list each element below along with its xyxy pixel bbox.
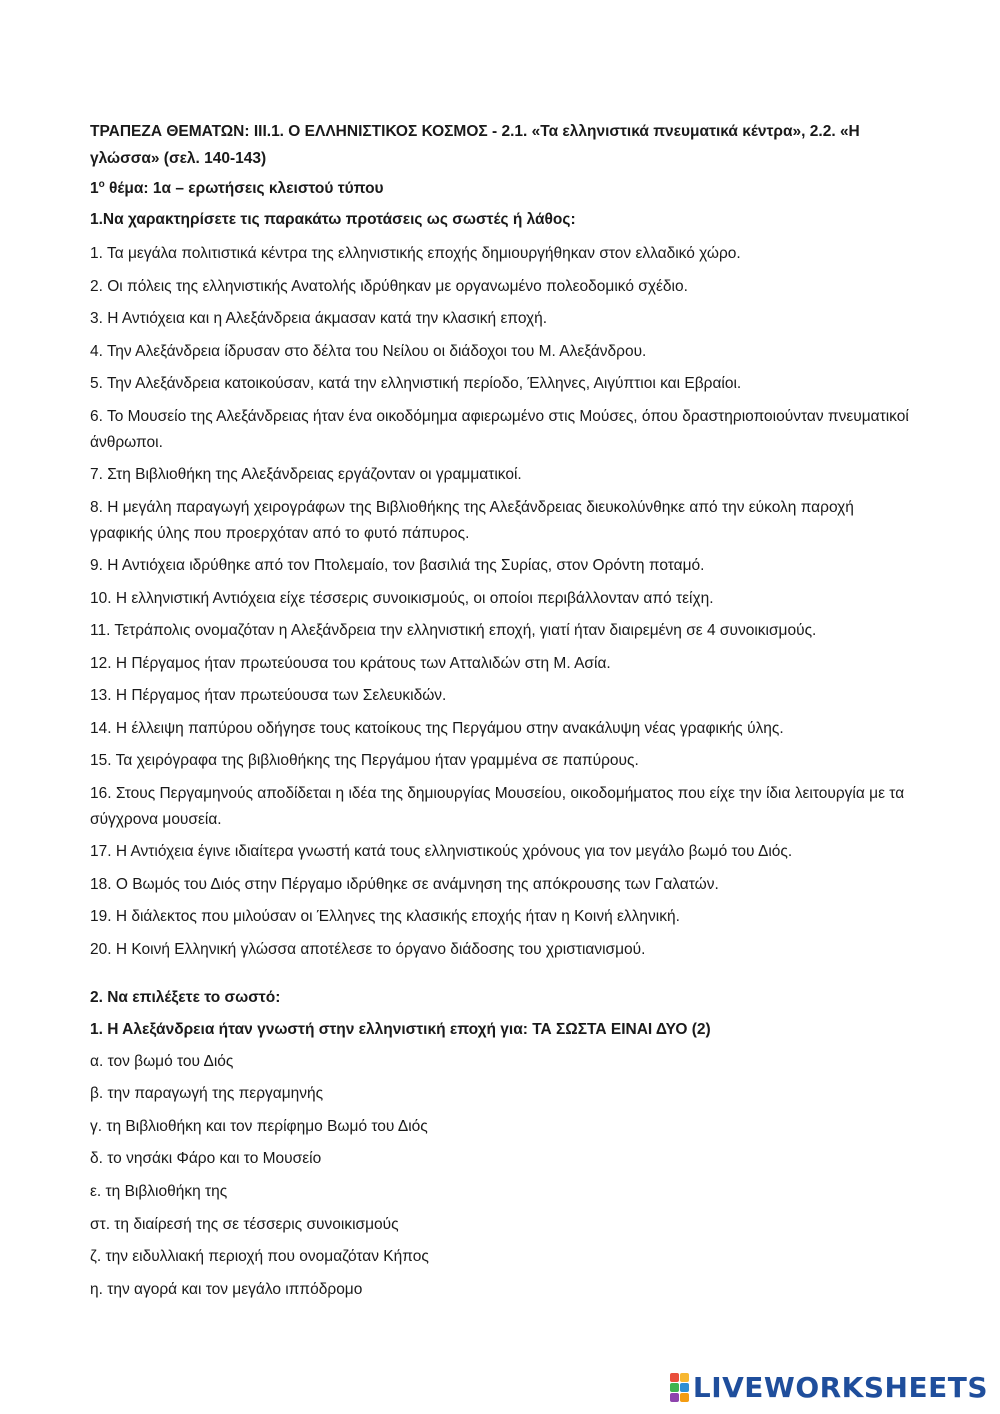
option-item: β. την παραγωγή της περγαμηνής [90,1085,324,1103]
statement-item: 8. Η μεγάλη παραγωγή χειρογράφων της Βιβλιοθήκης της Αλεξάνδρειας διευκολύνθηκε από την εύκολη παροχή γραφικής ύλης που προερχόταν από το φυτό πάπυρος. [90,498,854,542]
statement-item: 18. Ο Βωμός του Διός στην Πέργαμο ιδρύθηκε σε ανάμνηση της απόκρουσης των Γαλατών. [90,875,719,893]
statement-item: 7. Στη Βιβλιοθήκη της Αλεξάνδρειας εργάζονταν οι γραμματικοί. [90,466,522,484]
page-title: ΤΡΑΠΕΖΑ ΘΕΜΑΤΩΝ: ΙΙΙ.1. Ο ΕΛΛΗΝΙΣΤΙΚΟΣ ΚΟΣΜΟΣ - 2.1. «Τα ελληνιστικά πνευματικά κέντρα», 2.2. «Η γλώσσα» (σελ. 140-143) [90,123,860,167]
option-item: η. την αγορά και τον μεγάλο ιππόδρομο [90,1280,363,1298]
statement-item: 2. Οι πόλεις της ελληνιστικής Ανατολής ιδρύθηκαν με οργανωμένο πολεοδομικό σχέδιο. [90,277,688,295]
statement-item: 6. Το Μουσείο της Αλεξάνδρειας ήταν ένα οικοδόμημα αφιερωμένο στις Μούσες, όπου δραστηριοποιούνταν πνευματικοί άνθρωποι. [90,407,909,451]
option-item: ζ. την ειδυλλιακή περιοχή που ονομαζόταν Κήπος [90,1248,429,1266]
liveworksheets-logo-icon [670,1373,689,1402]
statement-item: 1. Τα μεγάλα πολιτιστικά κέντρα της ελληνιστικής εποχής δημιουργήθηκαν στον ελλαδικό χώρο. [90,245,741,263]
statement-item: 14. Η έλλειψη παπύρου οδήγησε τους κατοίκους της Περγάμου στην ανακάλυψη νέας γραφικής ύλης. [90,719,784,737]
statement-item: 3. Η Αντιόχεια και η Αλεξάνδρεια άκμασαν κατά την κλασική εποχή. [90,310,548,328]
section1-heading: 1.Να χαρακτηρίσετε τις παρακάτω προτάσεις ως σωστές ή λάθος: [90,211,576,229]
statement-item: 9. Η Αντιόχεια ιδρύθηκε από τον Πτολεμαίο, τον βασιλιά της Συρίας, στον Ορόντη ποταμό. [90,557,705,575]
logo-square [680,1393,689,1402]
statement-item: 19. Η διάλεκτος που μιλούσαν οι Έλληνες της κλασικής εποχής ήταν η Κοινή ελληνική. [90,908,680,926]
statement-list [90,241,920,963]
theme-description: θέμα: 1α – ερωτήσεις κλειστού τύπου [104,180,384,198]
logo-square [680,1373,689,1382]
option-item: α. τον βωμό του Διός [90,1052,234,1070]
question-1: 1. Η Αλεξάνδρεια ήταν γνωστή στην ελληνιστική εποχή για: ΤΑ ΣΩΣΤΑ ΕΙΝΑΙ ΔΥΟ (2) [90,1020,711,1038]
statement-item: 11. Τετράπολις ονομαζόταν η Αλεξάνδρεια την ελληνιστική εποχή, γιατί ήταν διαιρεμένη σε 4 συνοικισμούς. [90,622,817,640]
statement-item: 12. Η Πέργαμος ήταν πρωτεύουσα του κράτους των Ατταλιδών στη Μ. Ασία. [90,654,611,672]
logo-text: LIVEWORKSHEETS [692,1371,988,1404]
option-item: ε. τη Βιβλιοθήκη της [90,1183,228,1201]
logo-square [670,1373,679,1382]
logo-square [680,1383,689,1392]
statement-item: 20. Η Κοινή Ελληνική γλώσσα αποτέλεσε το όργανο διάδοσης του χριστιανισμού. [90,940,646,958]
option-item: γ. τη Βιβλιοθήκη και τον περίφημο Βωμό του Διός [90,1117,428,1135]
option-list [90,1051,920,1301]
theme-subtitle [90,174,920,200]
option-item: στ. τη διαίρεσή της σε τέσσερις συνοικισμούς [90,1215,399,1233]
option-item: δ. το νησάκι Φάρο και το Μουσείο [90,1150,322,1168]
statement-item: 17. Η Αντιόχεια έγινε ιδιαίτερα γνωστή κατά τους ελληνιστικούς χρόνους για τον μεγάλο βωμό του Διός. [90,843,793,861]
theme-number: 1 [90,180,99,198]
section2 [90,987,920,1301]
logo-square [670,1383,679,1392]
statement-item: 10. Η ελληνιστική Αντιόχεια είχε τέσσερις συνοικισμούς, οι οποίοι περιβάλλονταν από τείχη. [90,589,714,607]
theme-ordinal: ο [98,179,105,190]
statement-item: 13. Η Πέργαμος ήταν πρωτεύουσα των Σελευκιδών. [90,687,447,705]
statement-item: 4. Την Αλεξάνδρεια ίδρυσαν στο δέλτα του Νείλου οι διάδοχοι του Μ. Αλεξάνδρου. [90,342,647,360]
statement-item: 15. Τα χειρόγραφα της βιβλιοθήκης της Περγάμου ήταν γραμμένα σε παπύρους. [90,752,639,770]
statement-item: 5. Την Αλεξάνδρεια κατοικούσαν, κατά την ελληνιστική περίοδο, Έλληνες, Αιγύπτιοι και Εβραίοι. [90,375,742,393]
section2-heading: 2. Να επιλέξετε το σωστό: [90,988,281,1006]
logo-square [670,1393,679,1402]
worksheet-page [90,118,920,1311]
liveworksheets-logo[interactable] [670,1371,988,1404]
statement-item: 16. Στους Περγαμηνούς αποδίδεται η ιδέα της δημιουργίας Μουσείου, οικοδομήματος που είχε την ίδια λειτουργία με τα σύγχρονα μουσεία. [90,784,905,828]
